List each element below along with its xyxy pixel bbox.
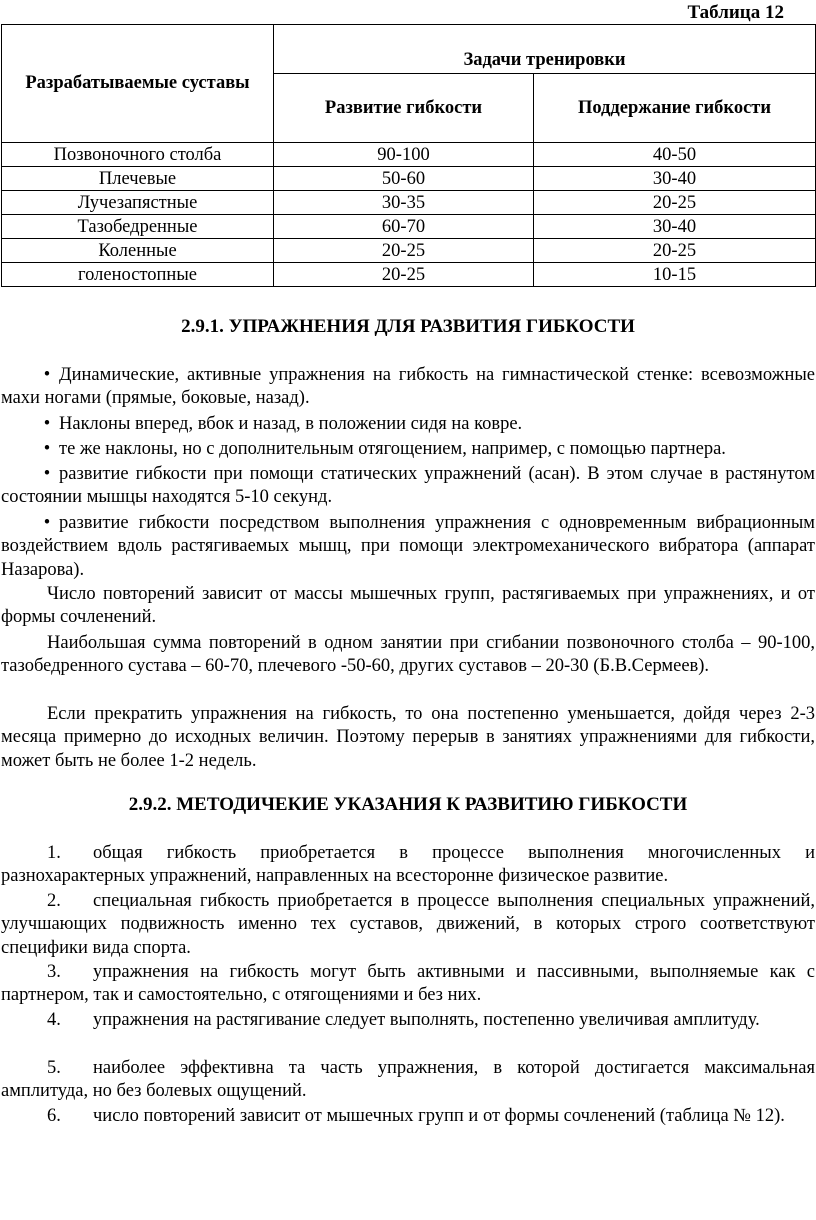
cell-development: 30-35 — [274, 191, 534, 215]
cell-maintenance: 30-40 — [534, 215, 816, 239]
cell-maintenance: 40-50 — [534, 143, 816, 167]
paragraph-text: Наибольшая сумма повторений в одном занятии при сгибании позвоночного столба – 90-100, тазобедренного сустава – 60-70, плечевого -50-60, других суставов – 20-30 (Б.В.Сермеев). — [1, 633, 815, 677]
item-number: 4. — [47, 1010, 61, 1030]
bullet-item — [1, 413, 815, 436]
table-row — [2, 239, 816, 263]
paragraph — [1, 583, 815, 630]
cell-maintenance: 20-25 — [534, 191, 816, 215]
item-text: специальная гибкость приобретается в процессе выполнения специальных упражнений, улучшающих подвижность именно тех суставов, движений, в которых строго соответствуют специфики вида спорта. — [1, 891, 815, 958]
item-number: 3. — [47, 962, 61, 982]
bullet-item — [1, 438, 815, 461]
numbered-item — [1, 961, 815, 1008]
header-joints: Разрабатываемые суставы — [2, 25, 274, 143]
cell-development: 20-25 — [274, 263, 534, 287]
header-tasks: Задачи тренировки — [274, 25, 816, 74]
cell-joint: Лучезапястные — [2, 191, 274, 215]
item-text: число повторений зависит от мышечных групп и от формы сочленений (таблица № 12). — [93, 1106, 785, 1126]
bullet-text: развитие гибкости посредством выполнения упражнения с одновременным вибрационным воздействием вдоль растягиваемых мышц, при помощи электромеханического вибратора (аппарат Назарова). — [1, 513, 815, 580]
cell-development: 20-25 — [274, 239, 534, 263]
item-number: 2. — [47, 891, 61, 911]
bullet-item — [1, 463, 815, 510]
bullet-text: Наклоны вперед, вбок и назад, в положении сидя на ковре. — [59, 414, 523, 434]
numbered-item — [1, 1009, 815, 1032]
paragraph-text: Число повторений зависит от массы мышечных групп, растягиваемых при упражнениях, и от формы сочленений. — [1, 584, 815, 628]
paragraph — [1, 703, 815, 773]
cell-joint: Плечевые — [2, 167, 274, 191]
cell-maintenance: 10-15 — [534, 263, 816, 287]
bullet-icon: • — [43, 513, 51, 533]
table-row — [2, 143, 816, 167]
table-row — [2, 215, 816, 239]
bullet-text: те же наклоны, но с дополнительным отягощением, например, с помощью партнера. — [59, 439, 726, 459]
training-table — [1, 24, 816, 287]
numbered-item — [1, 890, 815, 960]
paragraph-text: Если прекратить упражнения на гибкость, то она постепенно уменьшается, дойдя через 2-3 месяца примерно до исходных величин. Поэтому перерыв в занятиях упражнениями для гибкости, может быть не более 1-2 недель. — [1, 704, 815, 771]
section-title-guidelines: 2.9.2. МЕТОДИЧЕКИЕ УКАЗАНИЯ К РАЗВИТИЮ ГИБКОСТИ — [128, 794, 688, 815]
numbered-item — [1, 842, 815, 889]
cell-maintenance: 20-25 — [534, 239, 816, 263]
item-number: 5. — [47, 1058, 61, 1078]
header-development: Развитие гибкости — [274, 74, 534, 143]
bullet-icon: • — [43, 439, 51, 459]
bullet-icon: • — [43, 414, 51, 434]
cell-development: 90-100 — [274, 143, 534, 167]
cell-maintenance: 30-40 — [534, 167, 816, 191]
table-header-row — [2, 25, 816, 74]
cell-joint: Тазобедренные — [2, 215, 274, 239]
bullet-item — [1, 512, 815, 582]
item-number: 6. — [47, 1106, 61, 1126]
item-number: 1. — [47, 843, 61, 863]
bullet-text: развитие гибкости при помощи статических упражнений (асан). В этом случае в растянутом состоянии мышцы находятся 5-10 секунд. — [1, 464, 815, 508]
item-text: упражнения на растягивание следует выполнять, постепенно увеличивая амплитуду. — [93, 1010, 760, 1030]
item-text: общая гибкость приобретается в процессе выполнения многочисленных и разнохарактерных упражнений, направленных на всесторонне физическое развитие. — [1, 843, 815, 887]
cell-joint: Коленные — [2, 239, 274, 263]
bullet-item — [1, 364, 815, 411]
cell-development: 50-60 — [274, 167, 534, 191]
item-text: упражнения на гибкость могут быть активными и пассивными, выполняемые как с партнером, так и самостоятельно, с отягощениями и без них. — [1, 962, 815, 1006]
numbered-item — [1, 1057, 815, 1104]
bullet-icon: • — [43, 464, 51, 484]
section-title-exercises: 2.9.1. УПРАЖНЕНИЯ ДЛЯ РАЗВИТИЯ ГИБКОСТИ — [181, 316, 635, 337]
cell-joint: голеностопные — [2, 263, 274, 287]
table-row — [2, 167, 816, 191]
table-caption: Таблица 12 — [687, 2, 784, 23]
table-row — [2, 263, 816, 287]
table-row — [2, 191, 816, 215]
header-maintenance: Поддержание гибкости — [534, 74, 816, 143]
numbered-item — [1, 1105, 815, 1128]
cell-joint: Позвоночного столба — [2, 143, 274, 167]
item-text: наиболее эффективна та часть упражнения, в которой достигается максимальная амплитуда, но без болевых ощущений. — [1, 1058, 815, 1102]
paragraph — [1, 632, 815, 679]
cell-development: 60-70 — [274, 215, 534, 239]
bullet-icon: • — [43, 365, 51, 385]
bullet-text: Динамические, активные упражнения на гибкость на гимнастической стенке: всевозможные махи ногами (прямые, боковые, назад). — [1, 365, 815, 409]
